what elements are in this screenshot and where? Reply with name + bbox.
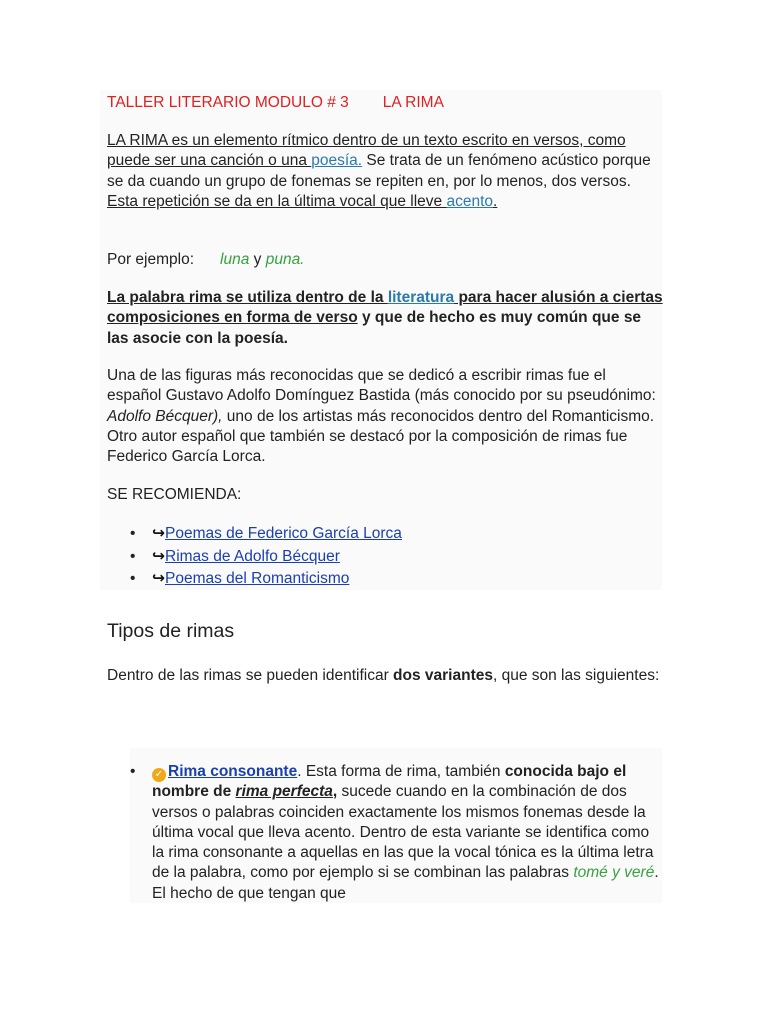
list-item: • ↪Poemas del Romanticismo (130, 570, 350, 587)
paragraph-usage: La palabra rima se utiliza dentro de la literatura para hacer alusión a ciertas composiciones en forma de verso y que de hecho es muy común que se las asocie con la poesía. (107, 289, 663, 347)
link-acento[interactable]: acento (446, 192, 494, 210)
section-intro: Dentro de las rimas se pueden identificar dos variantes, que son las siguientes: (107, 667, 660, 684)
title-module: TALLER LITERARIO MODULO # 3 (107, 94, 349, 111)
document-title (107, 93, 663, 113)
check-icon: ✓ (152, 768, 166, 782)
link-literatura[interactable]: literatura (387, 289, 455, 306)
arrow-icon: ↪ (152, 570, 165, 587)
variant-rima-consonante: • ✓ Rima consonante. Esta forma de rima, también conocida bajo el nombre de rima perfecta, sucede cuando en la combinación de dos versos o palabras coinciden exactamente los mismos fonemas desde la última vocal que lleva acento. Dentro de esta variante se identifica como la rima consonante a aquellas en las que la vocal tónica es la última letra de la palabra, como por ejemplo si se combinan las palabras tomé y veré. El hecho de que tengan que (130, 763, 659, 902)
link-poemas-lorca[interactable]: Poemas de Federico García Lorca (165, 525, 402, 542)
paragraph-definition: LA RIMA es un elemento rítmico dentro de un texto escrito en versos, como puede ser una canción o una poesía. Se trata de un fenómeno acústico porque se da cuando un grupo de fonemas se repiten en, por lo menos, dos versos. Esta repetición se da en la última vocal que lleve acento. (107, 132, 651, 210)
example-line: Por ejemplo: luna y puna. (107, 251, 305, 268)
paragraph-authors: Una de las figuras más reconocidas que se dedicó a escribir rimas fue el español Gustavo Adolfo Domínguez Bastida (más conocido por su pseudónimo: Adolfo Bécquer), uno de los artistas más reconocidos dentro del Romanticismo. Otro autor español que también se destacó por la composición de rimas fue Federico García Lorca. (107, 367, 656, 466)
arrow-icon: ↪ (152, 525, 165, 542)
example-word-luna: luna (220, 251, 250, 268)
list-item: • ↪Rimas de Adolfo Bécquer (130, 547, 340, 565)
link-poemas-romanticismo[interactable]: Poemas del Romanticismo (165, 570, 350, 587)
title-topic: LA RIMA (382, 94, 444, 111)
link-rima-consonante[interactable]: Rima consonante (168, 763, 298, 780)
arrow-icon: ↪ (152, 547, 165, 565)
recommend-list (107, 523, 507, 591)
link-poesia[interactable]: poesía. (311, 152, 363, 170)
recommend-label: SE RECOMIENDA: (107, 486, 242, 503)
section-heading: Tipos de rimas (107, 620, 235, 642)
list-item: • ↪Poemas de Federico García Lorca (130, 525, 402, 542)
example-word-puna: puna. (265, 251, 305, 268)
link-rimas-becquer[interactable]: Rimas de Adolfo Bécquer (165, 547, 340, 565)
